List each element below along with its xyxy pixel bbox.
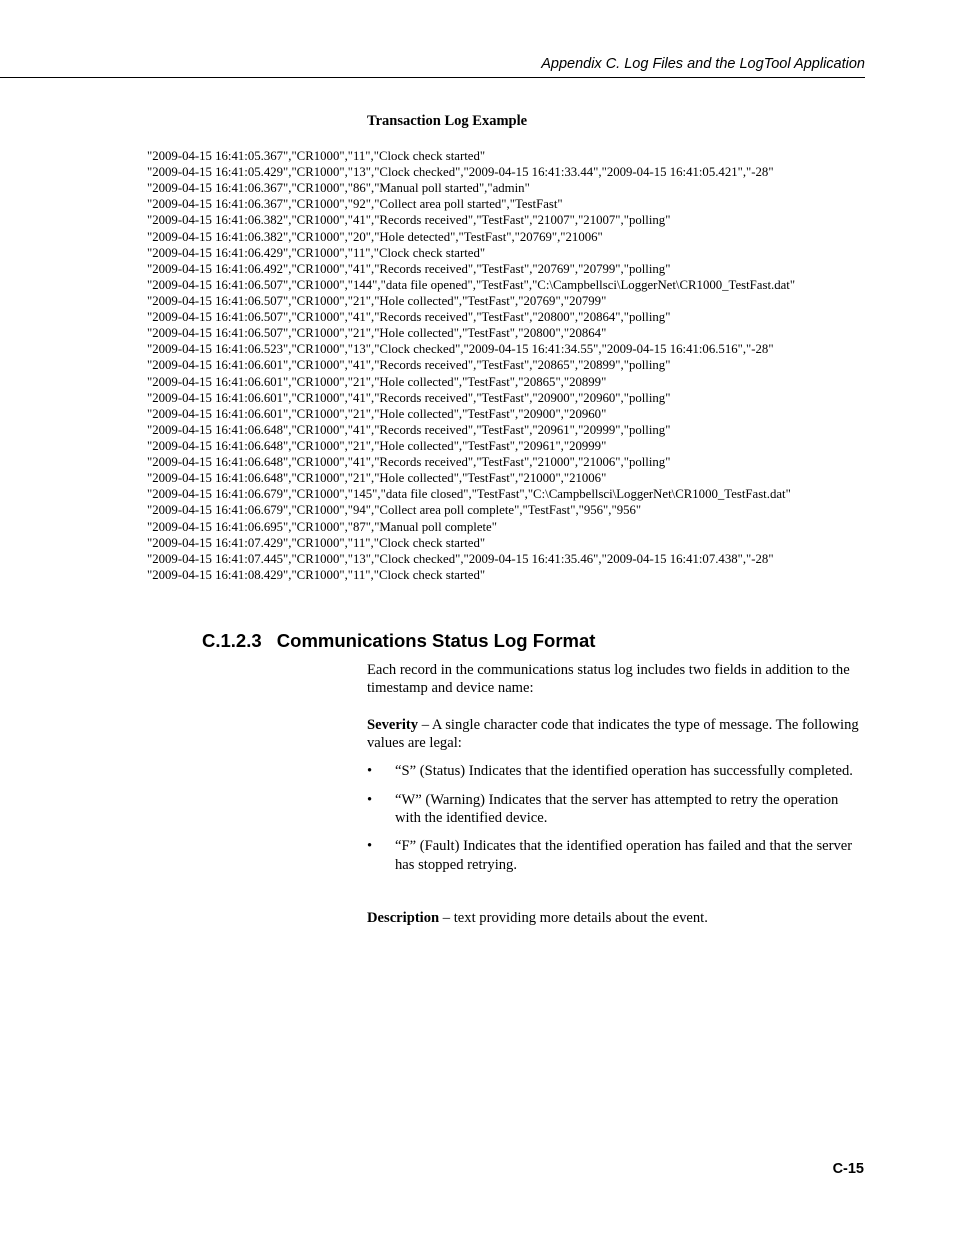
list-item bbox=[367, 837, 864, 873]
example-title: Transaction Log Example bbox=[367, 113, 528, 129]
running-header bbox=[0, 55, 865, 78]
intro-paragraph: Each record in the communications status log includes two fields in addition to the timestamp and device name: bbox=[367, 662, 850, 697]
log-line: "2009-04-15 16:41:06.601","CR1000","41","Records received","TestFast","20900","20960","polling" bbox=[147, 390, 671, 405]
log-line: "2009-04-15 16:41:06.601","CR1000","21","Hole collected","TestFast","20900","20960" bbox=[147, 406, 607, 421]
log-line: "2009-04-15 16:41:06.601","CR1000","41","Records received","TestFast","20865","20899","polling" bbox=[147, 358, 671, 373]
log-line: "2009-04-15 16:41:07.429","CR1000","11","Clock check started" bbox=[147, 535, 486, 550]
section-number: C.1.2.3 bbox=[202, 630, 262, 651]
severity-values-list bbox=[367, 762, 864, 884]
transaction-log-example bbox=[147, 148, 862, 583]
section-title: Communications Status Log Format bbox=[276, 630, 596, 651]
log-line: "2009-04-15 16:41:06.648","CR1000","41","Records received","TestFast","21000","21006","polling" bbox=[147, 455, 671, 470]
severity-term: Severity bbox=[367, 717, 419, 733]
log-line: "2009-04-15 16:41:06.429","CR1000","11","Clock check started" bbox=[147, 245, 486, 260]
log-line: "2009-04-15 16:41:06.507","CR1000","21","Hole collected","TestFast","20769","20799" bbox=[147, 293, 607, 308]
log-line: "2009-04-15 16:41:06.648","CR1000","41","Records received","TestFast","20961","20999","polling" bbox=[147, 422, 671, 437]
log-line: "2009-04-15 16:41:06.523","CR1000","13","Clock checked","2009-04-15 16:41:34.55","2009-04-15 16:41:06.516","-28" bbox=[147, 342, 774, 357]
log-line: "2009-04-15 16:41:06.679","CR1000","94","Collect area poll complete","TestFast","956","956" bbox=[147, 503, 642, 518]
log-line: "2009-04-15 16:41:06.367","CR1000","92","Collect area poll started","TestFast" bbox=[147, 197, 563, 212]
log-line: "2009-04-15 16:41:06.648","CR1000","21","Hole collected","TestFast","20961","20999" bbox=[147, 438, 607, 453]
description-paragraph bbox=[367, 909, 864, 927]
list-item bbox=[367, 762, 864, 780]
severity-text: – A single character code that indicates the type of message. The following values are legal: bbox=[367, 717, 859, 752]
list-item-text: “W” (Warning) Indicates that the server has attempted to retry the operation with the identified device. bbox=[395, 791, 839, 826]
bullet-icon: • bbox=[367, 791, 373, 808]
list-item bbox=[367, 791, 864, 827]
log-line: "2009-04-15 16:41:06.507","CR1000","144","data file opened","TestFast","C:\Campbellsci\LoggerNet\CR1000_TestFast.dat" bbox=[147, 277, 796, 292]
section-heading bbox=[202, 629, 595, 653]
list-item-text: “F” (Fault) Indicates that the identified operation has failed and that the server has stopped retrying. bbox=[395, 838, 853, 873]
severity-paragraph bbox=[367, 716, 864, 752]
log-line: "2009-04-15 16:41:06.695","CR1000","87","Manual poll complete" bbox=[147, 519, 497, 534]
log-line: "2009-04-15 16:41:06.382","CR1000","41","Records received","TestFast","21007","21007","polling" bbox=[147, 213, 671, 228]
description-term: Description bbox=[367, 910, 440, 926]
page-number: C-15 bbox=[832, 1161, 864, 1177]
log-line: "2009-04-15 16:41:06.601","CR1000","21","Hole collected","TestFast","20865","20899" bbox=[147, 374, 607, 389]
log-line: "2009-04-15 16:41:06.492","CR1000","41","Records received","TestFast","20769","20799","polling" bbox=[147, 261, 671, 276]
log-line: "2009-04-15 16:41:05.429","CR1000","13","Clock checked","2009-04-15 16:41:33.44","2009-04-15 16:41:05.421","-28" bbox=[147, 165, 774, 180]
description-text: – text providing more details about the event. bbox=[439, 910, 708, 926]
bullet-icon: • bbox=[367, 763, 373, 779]
log-line: "2009-04-15 16:41:07.445","CR1000","13","Clock checked","2009-04-15 16:41:35.46","2009-04-15 16:41:07.438","-28" bbox=[147, 551, 774, 566]
log-line: "2009-04-15 16:41:06.507","CR1000","41","Records received","TestFast","20800","20864","polling" bbox=[147, 310, 671, 325]
bullet-icon: • bbox=[367, 838, 373, 855]
log-line: "2009-04-15 16:41:06.648","CR1000","21","Hole collected","TestFast","21000","21006" bbox=[147, 471, 607, 486]
log-line: "2009-04-15 16:41:06.382","CR1000","20","Hole detected","TestFast","20769","21006" bbox=[147, 229, 603, 244]
log-line: "2009-04-15 16:41:06.507","CR1000","21","Hole collected","TestFast","20800","20864" bbox=[147, 326, 607, 341]
list-item-text: “S” (Status) Indicates that the identified operation has successfully completed. bbox=[395, 763, 853, 779]
log-line: "2009-04-15 16:41:05.367","CR1000","11","Clock check started" bbox=[147, 149, 486, 163]
log-line: "2009-04-15 16:41:06.367","CR1000","86","Manual poll started","admin" bbox=[147, 181, 530, 196]
running-header-title: Appendix C. Log Files and the LogTool Application bbox=[541, 56, 865, 72]
log-line: "2009-04-15 16:41:06.679","CR1000","145","data file closed","TestFast","C:\Campbellsci\LoggerNet\CR1000_TestFast.dat" bbox=[147, 487, 791, 502]
log-line: "2009-04-15 16:41:08.429","CR1000","11","Clock check started" bbox=[147, 567, 486, 582]
